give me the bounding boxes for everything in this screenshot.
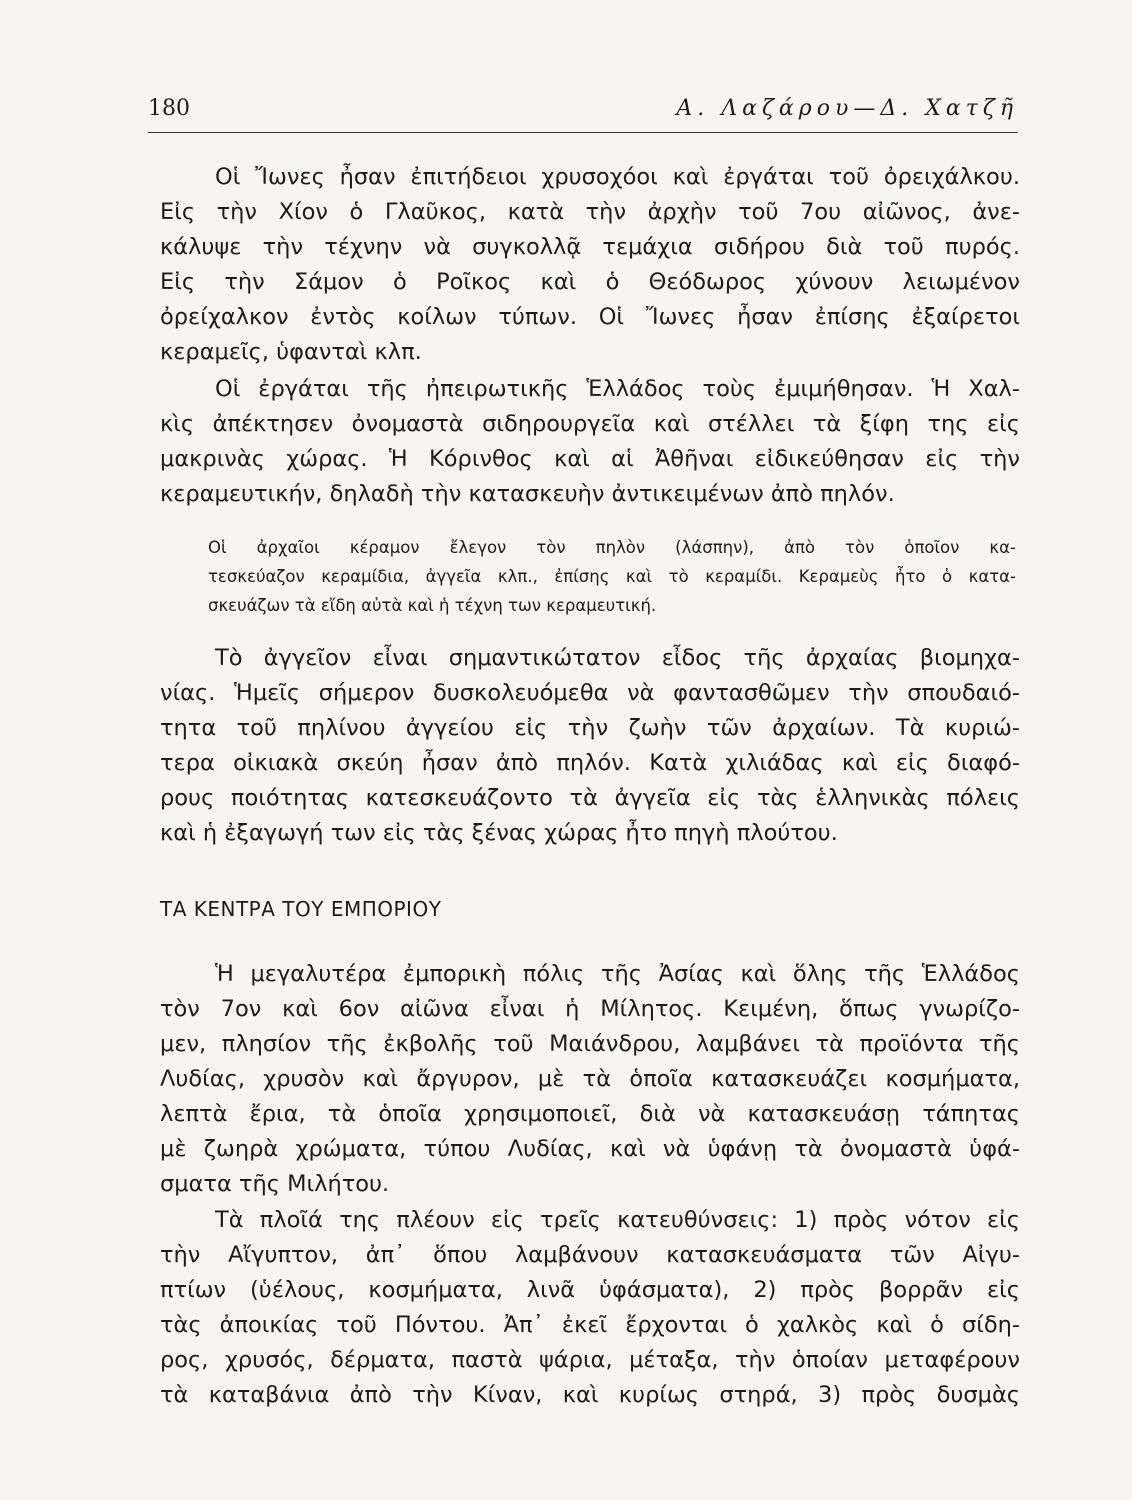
text-line: τερα οἰκιακὰ σκεύη ἦσαν ἀπὸ πηλόν. Κατὰ χιλιάδας καὶ εἰς διαφό-: [160, 750, 1020, 776]
text-line: Ἡ μεγαλυτέρα ἐμπορικὴ πόλις τῆς Ἀσίας καὶ ὅλης τῆς Ἑλλάδος: [215, 961, 1020, 987]
text-line: Οἱ ἐργάται τῆς ἠπειρωτικῆς Ἑλλάδος τοὺς ἐμιμήθησαν. Ἡ Χαλ-: [215, 376, 1020, 402]
page-header: [148, 96, 1018, 130]
text-line: τητα τοῦ πηλίνου ἀγγείου εἰς τὴν ζωὴν τῶν ἀρχαίων. Τὰ κυριώ-: [160, 715, 1020, 741]
running-head: Α. Λαζάρου—Δ. Χατζῆ: [676, 96, 1018, 121]
text-line: ρους ποιότητας κατεσκευάζοντο τὰ ἀγγεῖα εἰς τὰς ἑλληνικὰς πόλεις: [160, 785, 1020, 811]
text-line: μὲ ζωηρὰ χρώματα, τύπου Λυδίας, καὶ νὰ ὑφάνῃ τὰ ὀνομαστὰ ὑφά-: [160, 1136, 1020, 1162]
text-line: Τὸ ἀγγεῖον εἶναι σημαντικώτατον εἶδος τῆς ἀρχαίας βιομηχα-: [215, 645, 1020, 671]
note-line: τεσκεύαζον κεραμίδια, ἀγγεῖα κλπ., ἐπίσης καὶ τὸ κεραμίδι. Κεραμεὺς ἦτο ὁ κατα-: [208, 567, 1016, 586]
text-line: κάλυψε τὴν τέχνην νὰ συγκολλᾷ τεμάχια σιδήρου διὰ τοῦ πυρός.: [160, 234, 1020, 260]
text-line: καὶ ἡ ἐξαγωγή των εἰς τὰς ξένας χώρας ἦτο πηγὴ πλούτου.: [160, 820, 838, 846]
text-line: Οἱ Ἴωνες ἦσαν ἐπιτήδειοι χρυσοχόοι καὶ ἐργάται τοῦ ὀρειχάλκου.: [215, 164, 1020, 190]
paragraph-2: [160, 372, 1020, 512]
text-line: ρος, χρυσός, δέρματα, παστὰ ψάρια, μέταξα, τὴν ὁποίαν μεταφέρουν: [160, 1347, 1020, 1373]
text-line: σματα τῆς Μιλήτου.: [160, 1171, 390, 1197]
paragraph-3: [160, 641, 1020, 851]
page-number: 180: [148, 96, 190, 121]
section-heading: ΤΑ ΚΕΝΤΡΑ ΤΟΥ ΕΜΠΟΡΙΟΥ: [160, 897, 442, 921]
header-rule: [148, 132, 1018, 133]
paragraph-4: [160, 957, 1020, 1202]
text-line: τὴν Αἴγυπτον, ἀπ᾿ ὅπου λαμβάνουν κατασκευάσματα τῶν Αἰγυ-: [160, 1242, 1020, 1268]
note-block: [208, 533, 1016, 620]
text-line: τὰ καταβάνια ἀπὸ τὴν Κίναν, καὶ κυρίως στηρά, 3) πρὸς δυσμὰς: [160, 1382, 1020, 1408]
text-line: πτίων (ὑέλους, κοσμήματα, λινᾶ ὑφάσματα), 2) πρὸς βορρᾶν εἰς: [160, 1277, 1020, 1303]
text-line: Τὰ πλοῖά της πλέουν εἰς τρεῖς κατευθύνσεις: 1) πρὸς νότον εἰς: [215, 1207, 1020, 1233]
text-line: Εἰς τὴν Χίον ὁ Γλαῦκος, κατὰ τὴν ἀρχὴν τοῦ 7ου αἰῶνος, ἀνε-: [160, 199, 1020, 225]
paragraph-5: [160, 1203, 1020, 1413]
text-line: κὶς ἀπέκτησεν ὀνομαστὰ σιδηρουργεῖα καὶ στέλλει τὰ ξίφη της εἰς: [160, 411, 1020, 437]
text-line: κεραμευτικήν, δηλαδὴ τὴν κατασκευὴν ἀντικειμένων ἀπὸ πηλόν.: [160, 481, 895, 507]
text-line: λεπτὰ ἔρια, τὰ ὁποῖα χρησιμοποιεῖ, διὰ νὰ κατασκευάσῃ τάπητας: [160, 1101, 1020, 1127]
text-line: τὰς ἀποικίας τοῦ Πόντου. Ἀπ᾿ ἐκεῖ ἔρχονται ὁ χαλκὸς καὶ ὁ σίδη-: [160, 1312, 1020, 1338]
text-line: νίας. Ἡμεῖς σήμερον δυσκολευόμεθα νὰ φαντασθῶμεν τὴν σπουδαιό-: [160, 680, 1020, 706]
text-line: μακρινὰς χώρας. Ἡ Κόρινθος καὶ αἱ Ἀθῆναι εἰδικεύθησαν εἰς τὴν: [160, 446, 1020, 472]
text-line: μεν, πλησίον τῆς ἐκβολῆς τοῦ Μαιάνδρου, λαμβάνει τὰ προϊόντα τῆς: [160, 1031, 1020, 1057]
text-line: ὀρείχαλκον ἐντὸς κοίλων τύπων. Οἱ Ἴωνες ἦσαν ἐπίσης ἐξαίρετοι: [160, 304, 1020, 330]
text-line: Εἰς τὴν Σάμον ὁ Ροῖκος καὶ ὁ Θεόδωρος χύνουν λειωμένον: [160, 269, 1020, 295]
text-line: τὸν 7ον καὶ 6ον αἰῶνα εἶναι ἡ Μίλητος. Κειμένη, ὅπως γνωρίζο-: [160, 996, 1020, 1022]
text-line: κεραμεῖς, ὑφανταὶ κλπ.: [160, 339, 422, 365]
paragraph-1: [160, 160, 1020, 370]
note-line: σκευάζων τὰ εἴδη αὐτὰ καὶ ἡ τέχνη των κεραμευτική.: [208, 596, 657, 615]
note-line: Οἱ ἀρχαῖοι κέραμον ἔλεγον τὸν πηλὸν (λάσπην), ἀπὸ τὸν ὁποῖον κα-: [208, 538, 1016, 557]
text-line: Λυδίας, χρυσὸν καὶ ἄργυρον, μὲ τὰ ὁποῖα κατασκευάζει κοσμήματα,: [160, 1066, 1020, 1092]
